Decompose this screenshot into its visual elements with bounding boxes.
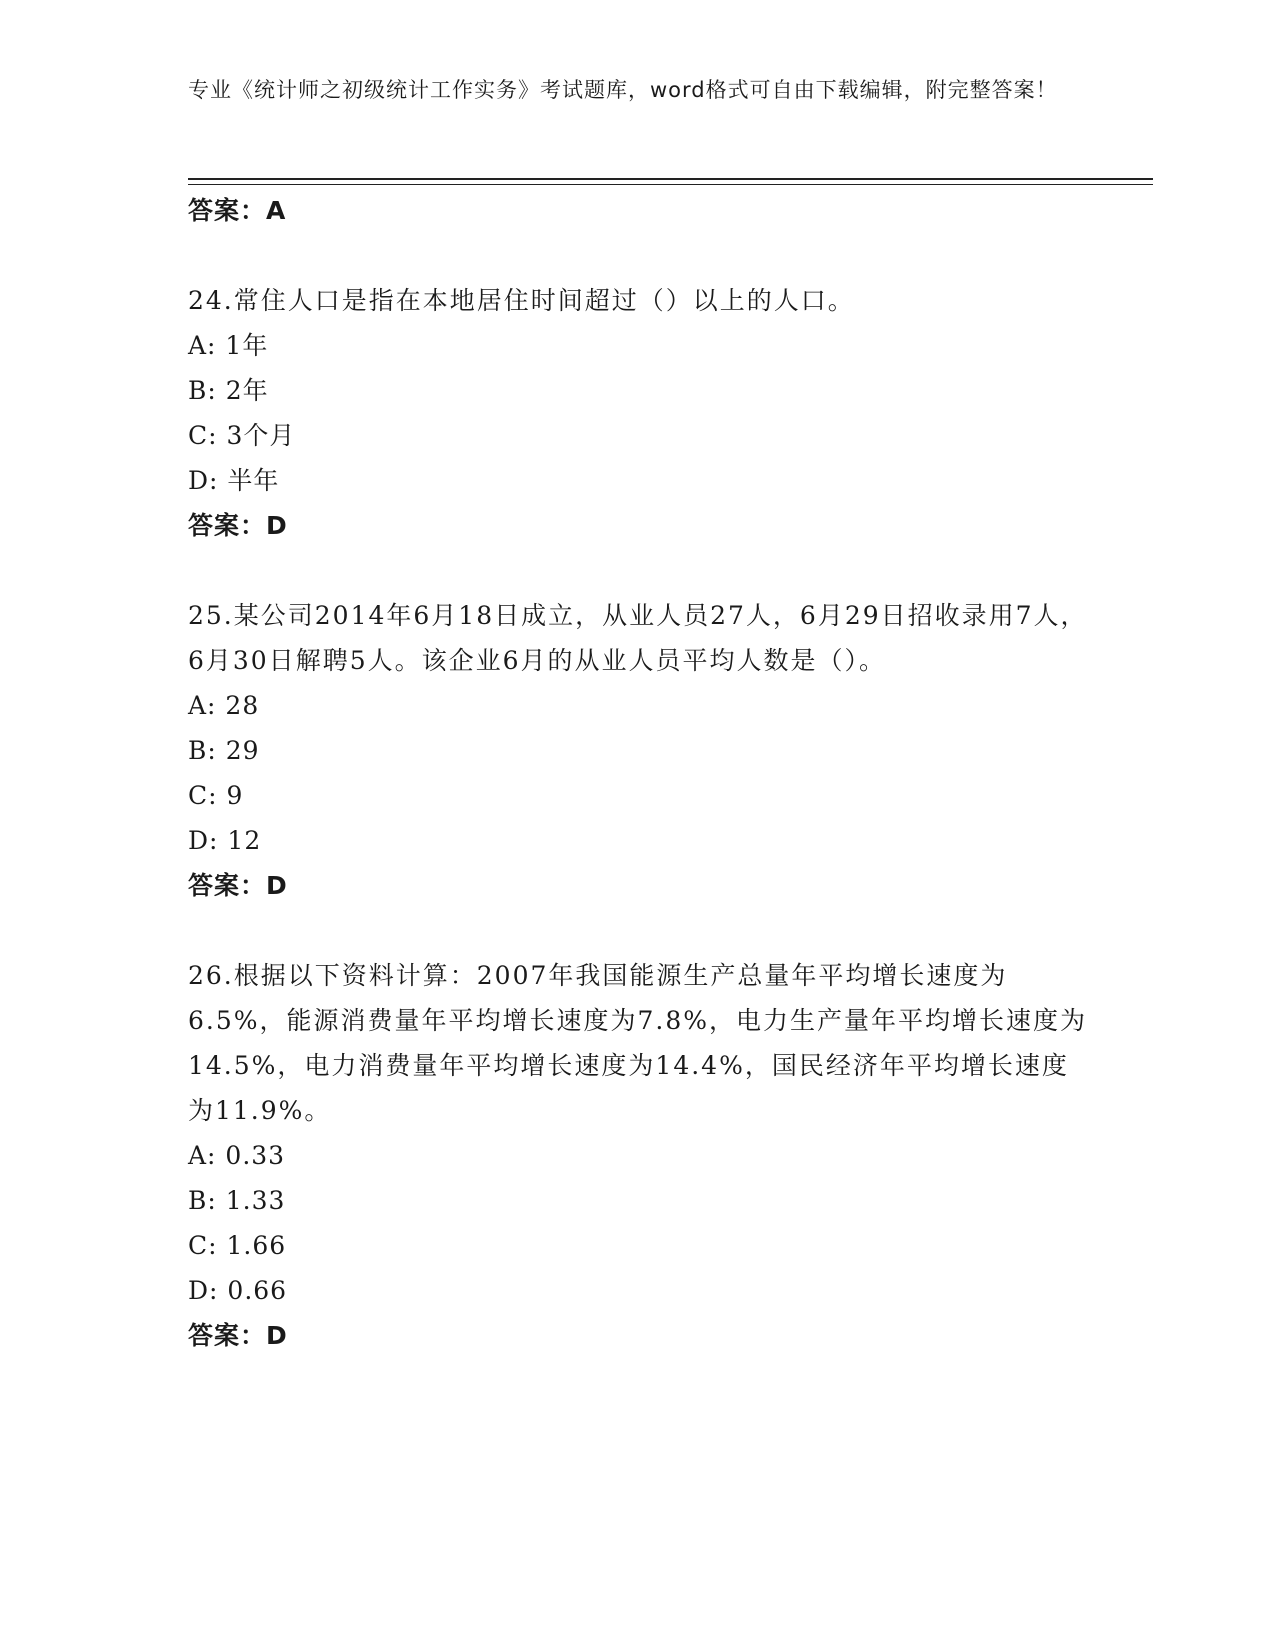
- header-divider-thick: [188, 178, 1153, 180]
- question-answer: 答案：D: [188, 871, 288, 900]
- question-stem: 26.根据以下资料计算：2007年我国能源生产总量年平均增长速度为6.5%，能源消费量年平均增长速度为7.8%，电力生产量年平均增长速度为14.5%，电力消费量年平均增长速度为14.4%，国民经济年平均增长速度为11.9%。: [188, 961, 1088, 1125]
- option-b: B: 1.33: [188, 1186, 286, 1215]
- option-d: D: 半年: [188, 466, 280, 495]
- option-c: C: 1.66: [188, 1231, 287, 1260]
- option-a: A: 1年: [188, 331, 269, 360]
- header-divider-thin: [188, 184, 1153, 185]
- option-b: B: 29: [188, 736, 260, 765]
- option-c: C: 3个月: [188, 421, 296, 450]
- document-header: 专业《统计师之初级统计工作实务》考试题库，word格式可自由下载编辑，附完整答案！: [188, 78, 1058, 102]
- option-d: D: 12: [188, 826, 262, 855]
- previous-answer: 答案：A: [188, 196, 287, 225]
- question-24: [188, 278, 1088, 548]
- question-stem: 25.某公司2014年6月18日成立，从业人员27人，6月29日招收录用7人，6月30日解聘5人。该企业6月的从业人员平均人数是（）。: [188, 601, 1088, 675]
- option-c: C: 9: [188, 781, 244, 810]
- option-a: A: 0.33: [188, 1141, 286, 1170]
- question-26: [188, 953, 1088, 1358]
- option-b: B: 2年: [188, 376, 269, 405]
- question-answer: 答案：D: [188, 511, 288, 540]
- option-a: A: 28: [188, 691, 260, 720]
- question-answer: 答案：D: [188, 1321, 288, 1350]
- question-stem: 24.常住人口是指在本地居住时间超过（）以上的人口。: [188, 286, 855, 315]
- option-d: D: 0.66: [188, 1276, 288, 1305]
- question-25: [188, 593, 1088, 908]
- question-list: [188, 188, 1088, 1358]
